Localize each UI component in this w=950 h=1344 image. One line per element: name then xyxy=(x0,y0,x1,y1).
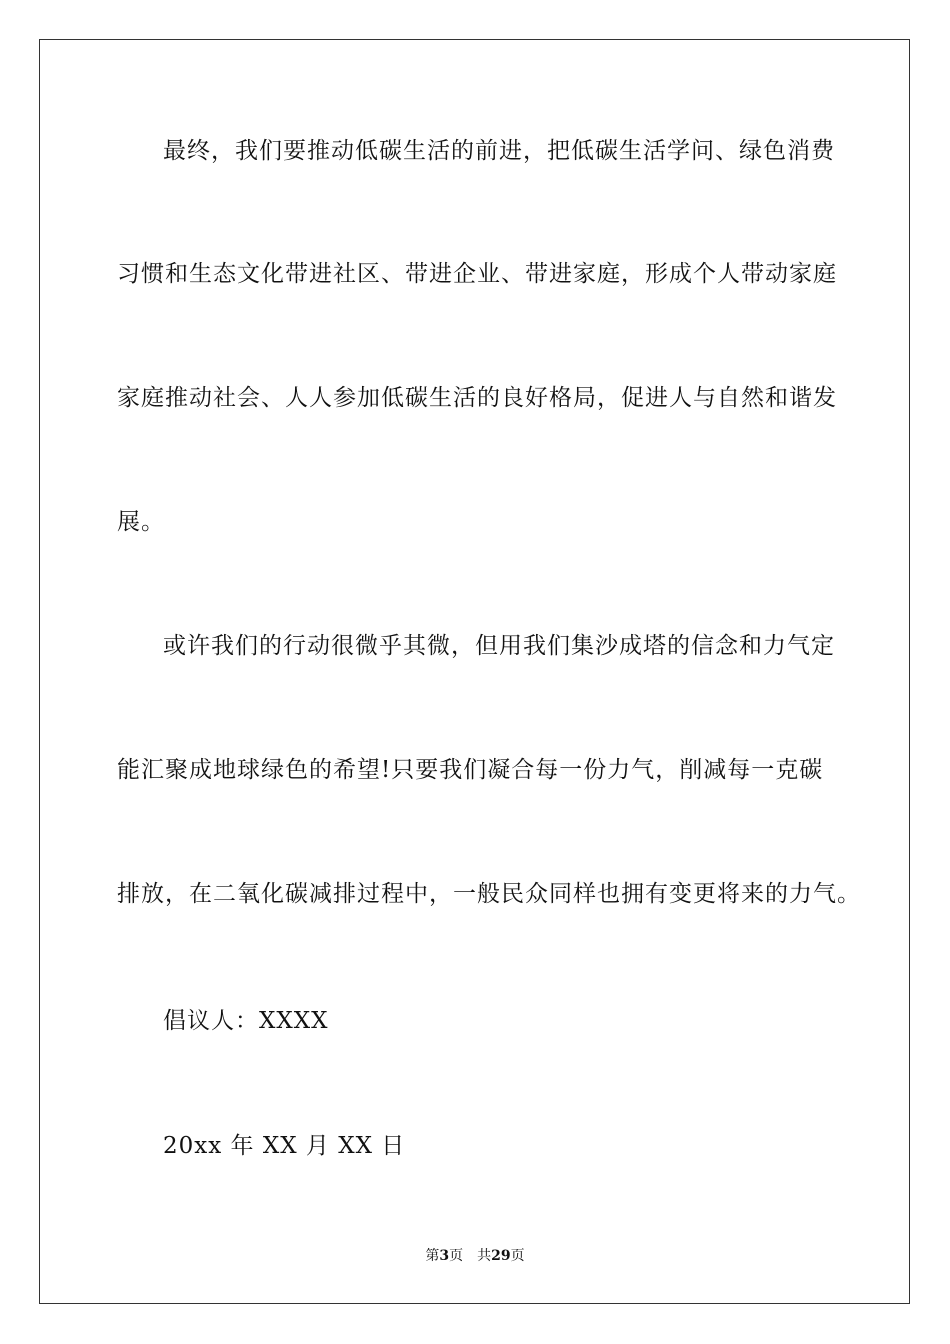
page-prefix: 第 xyxy=(425,1248,440,1264)
paragraph-1-line-4: 展。 xyxy=(117,509,165,535)
proposer-signature: 倡议人：XXXX xyxy=(163,1008,329,1034)
page-current: 3 xyxy=(439,1248,450,1264)
paragraph-2-line-3: 排放，在二氧化碳减排过程中，一般民众同样也拥有变更将来的力气。 xyxy=(117,881,861,907)
paragraph-1-line-3: 家庭推动社会、人人参加低碳生活的良好格局，促进人与自然和谐发 xyxy=(117,385,837,411)
paragraph-2-line-2: 能汇聚成地球绿色的希望!只要我们凝合每一份力气，削减每一克碳 xyxy=(117,757,824,783)
paragraph-2-line-1: 或许我们的行动很微乎其微，但用我们集沙成塔的信念和力气定 xyxy=(163,633,835,659)
page-footer xyxy=(0,1246,950,1266)
total-suffix: 页 xyxy=(510,1248,525,1264)
page-suffix: 页 xyxy=(449,1248,464,1264)
document-date: 20xx 年 XX 月 XX 日 xyxy=(163,1133,406,1159)
page-total: 29 xyxy=(491,1248,511,1264)
total-prefix: 共 xyxy=(477,1248,492,1264)
paragraph-1-line-2: 习惯和生态文化带进社区、带进企业、带进家庭，形成个人带动家庭 xyxy=(117,261,837,287)
page-border xyxy=(39,39,910,1304)
paragraph-1-line-1: 最终，我们要推动低碳生活的前进，把低碳生活学问、绿色消费 xyxy=(163,138,835,164)
